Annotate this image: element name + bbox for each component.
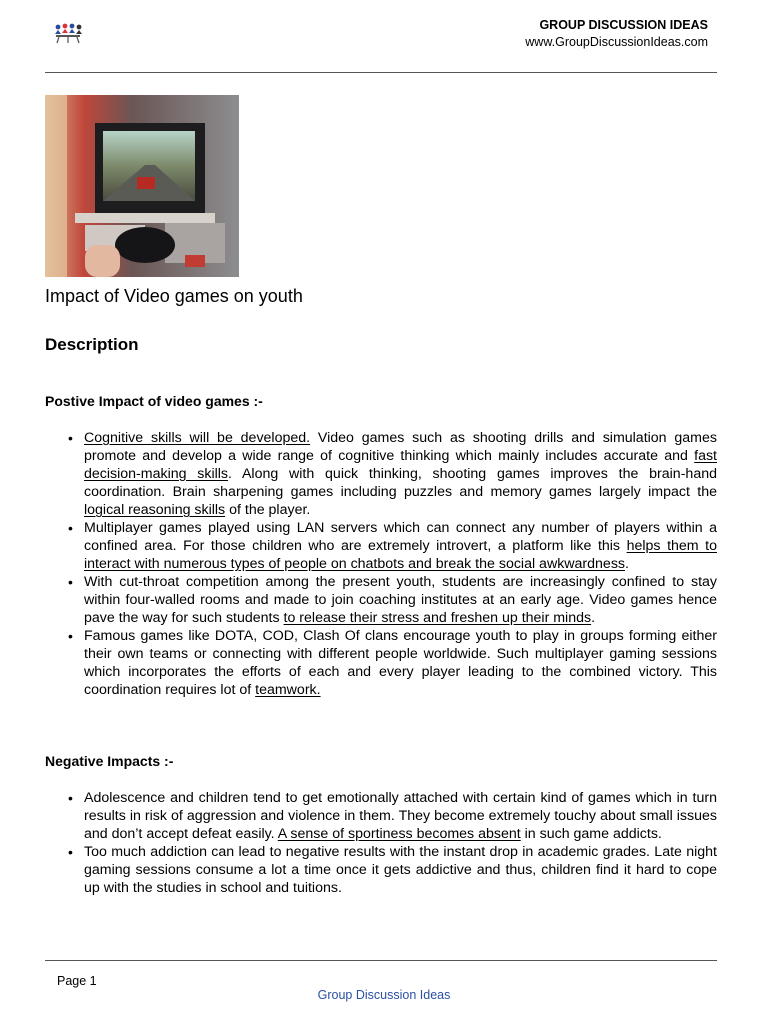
highlighted-phrase: teamwork. (255, 682, 321, 698)
highlighted-phrase: A sense of sportiness becomes absent (277, 826, 521, 842)
list-item (45, 519, 717, 573)
list-item-text: Video games such as shooting drills and simulation games promote and develop a wide range of cognitive thinking which mainly includes accurate and (84, 430, 717, 464)
positive-impact-heading: Postive Impact of video games :- (45, 393, 263, 409)
list-item-text: . Along with quick thinking, shooting games improves the brain-hand coordination. Brain sharpening games including puzzles and memory games largely impact the (84, 466, 717, 500)
gaming-photo (45, 95, 239, 277)
list-item (45, 429, 717, 519)
list-item (45, 573, 717, 627)
people-discussion-logo-icon[interactable] (52, 22, 84, 44)
negative-impact-heading: Negative Impacts :- (45, 753, 174, 769)
list-item-text: Multiplayer games played using LAN servers which can connect any number of players within a confined area. For those children who are extremely introvert, a platform like this (84, 520, 717, 554)
list-item-text: Famous games like DOTA, COD, Clash Of clans encourage youth to play in groups forming either their own teams or connecting with different people worldwide. Such multiplayer gaming sessions which incorporates the efforts of each and every player leading to the combined victory. This coordination requires lot of (84, 628, 717, 698)
list-item (45, 843, 717, 897)
highlighted-phrase: helps them to interact with numerous types of people on chatbots and break the social awkwardness (84, 538, 717, 572)
positive-impact-list (45, 429, 717, 699)
list-item-text: Too much addiction can lead to negative results with the instant drop in academic grades. Late night gaming sessions consume a lot a time once it gets addictive and thus, children find it hard to cope up with the studies in school and tuitions. (84, 844, 717, 896)
highlighted-phrase: logical reasoning skills (84, 502, 226, 518)
list-item-text: of the player. (225, 502, 311, 518)
highlighted-phrase: to release their stress and freshen up their minds (283, 610, 592, 626)
document-title: Impact of Video games on youth (45, 286, 303, 306)
list-item-text: . (625, 556, 629, 572)
list-item (45, 789, 717, 843)
list-item-text: in such game addicts. (520, 826, 662, 842)
list-item-text: With cut-throat competition among the present youth, students are increasingly confined to stay within four-walled rooms and made to join coaching institutes at an early age. Video games hence pave the way for such students (84, 574, 717, 626)
site-title: GROUP DISCUSSION IDEAS (539, 18, 708, 32)
highlighted-phrase: Cognitive skills will be developed. (84, 430, 311, 446)
list-item (45, 627, 717, 699)
page-header (0, 0, 768, 80)
page-number: Page 1 (57, 974, 97, 988)
footer-divider (45, 960, 717, 961)
list-item-text: Adolescence and children tend to get emotionally attached with certain kind of games which in turn results in risk of aggression and violence in them. They become extremely touchy about small issues and don’t accept defeat easily. (84, 790, 717, 842)
footer-site-link[interactable]: Group Discussion Ideas (317, 988, 451, 1002)
highlighted-phrase: fast decision-making skills (84, 448, 717, 482)
site-url[interactable]: www.GroupDiscussionIdeas.com (525, 35, 708, 49)
description-heading: Description (45, 335, 139, 354)
header-divider (45, 72, 717, 73)
negative-impact-list (45, 789, 717, 897)
list-item-text: . (591, 610, 596, 626)
